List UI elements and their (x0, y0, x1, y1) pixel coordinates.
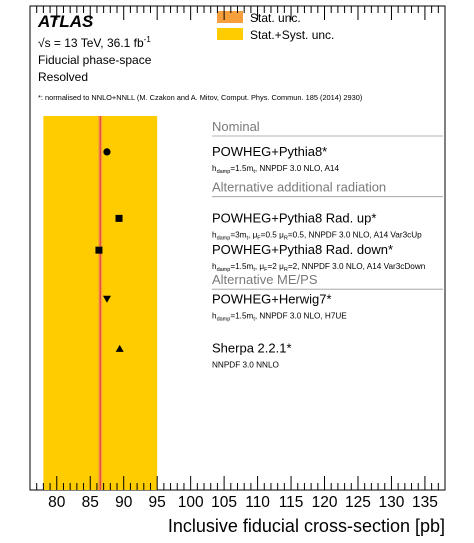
setup-subscript: damp (216, 267, 231, 274)
phase-space-label: Fiducial phase-space (38, 53, 152, 67)
setup-subscript: damp (216, 316, 231, 323)
setup-text: h (212, 230, 217, 240)
setup-subscript: F (257, 235, 261, 242)
x-tick-label: 120 (311, 494, 338, 511)
setup-subscript: t (253, 316, 255, 323)
section-header: Nominal (212, 119, 260, 134)
setup-text: , μ (254, 262, 265, 272)
setup-text: , NNPDF 3.0 NLO, A14 (254, 163, 340, 173)
setup-text: =1.5m (230, 262, 254, 272)
x-tick-label: 105 (211, 494, 238, 511)
setup-subscript: t (253, 267, 255, 274)
prediction-setup (212, 164, 339, 175)
x-tick-label: 115 (278, 494, 304, 511)
marker-square (116, 215, 123, 222)
setup-subscript: t (246, 235, 249, 242)
marker-circle (103, 148, 110, 155)
x-tick-label: 90 (115, 494, 133, 511)
prediction-setup (212, 311, 347, 322)
prediction-setup (212, 230, 422, 241)
legend-label-stat: Stat. unc. (250, 11, 301, 25)
x-tick-label: 80 (48, 494, 66, 511)
setup-text: =0.5, NNPDF 3.0 NLO, A14 Var3cUp (287, 230, 422, 240)
setup-text: =3m (230, 230, 247, 240)
x-axis-label: Inclusive fiducial cross-section [pb] (167, 516, 445, 536)
section-header: Alternative additional radiation (212, 179, 387, 195)
prediction-name: POWHEG+Pythia8 Rad. down* (212, 242, 393, 258)
energy-lumi-label: √s = 13 TeV, 36.1 $fb^{-1}$ (38, 35, 151, 50)
setup-text: =1.5m (230, 163, 254, 173)
atlas-label: ATLAS (38, 12, 94, 31)
setup-text: h (212, 262, 217, 272)
setup-subscript: t (253, 168, 255, 175)
footnote: *: normalised to NNLO+NNLL (M. Czakon and A. Mitov, Comput. Phys. Commun. 185 (2014) 2930) (38, 93, 363, 102)
selection-label: Resolved (38, 70, 89, 84)
x-tick-label: 135 (411, 494, 438, 511)
x-tick-label: 85 (81, 494, 99, 511)
prediction-name: POWHEG+Herwig7* (212, 291, 332, 307)
legend-swatch-stat-syst (217, 28, 243, 40)
legend-swatch-stat (217, 11, 243, 23)
x-tick-label: 110 (245, 494, 270, 511)
setup-subscript: damp (216, 235, 231, 242)
setup-text: , NNPDF 3.0 NLO, H7UE (254, 311, 347, 321)
prediction-name: POWHEG+Pythia8* (212, 143, 328, 159)
prediction-setup: NNPDF 3.0 NNLO (212, 360, 279, 370)
x-tick-label: 130 (378, 494, 405, 511)
setup-text: =1.5m (230, 311, 254, 321)
legend-label-stat-syst: Stat.+Syst. unc. (250, 28, 335, 42)
x-tick-label: 125 (345, 494, 371, 511)
x-tick-label: 95 (148, 494, 166, 511)
setup-text: h (212, 163, 217, 173)
setup-text: =2, NNPDF 3.0 NLO, A14 Var3cDown (287, 262, 426, 272)
prediction-labels (212, 144, 426, 370)
setup-subscript: R (283, 267, 288, 274)
prediction-name: POWHEG+Pythia8 Rad. up* (212, 210, 377, 226)
marker-square (95, 247, 102, 254)
x-tick-label: 100 (177, 494, 204, 511)
legend (217, 11, 334, 42)
setup-text: , μ (248, 230, 258, 240)
setup-subscript: damp (216, 168, 231, 175)
section-header: Alternative ME/PS (212, 272, 318, 288)
setup-subscript: F (264, 267, 268, 274)
setup-text: =2 μ (267, 262, 284, 272)
setup-text: =0.5 μ (260, 230, 284, 240)
setup-text: h (212, 311, 217, 321)
setup-subscript: R (283, 235, 288, 242)
prediction-name: Sherpa 2.2.1* (212, 340, 292, 356)
